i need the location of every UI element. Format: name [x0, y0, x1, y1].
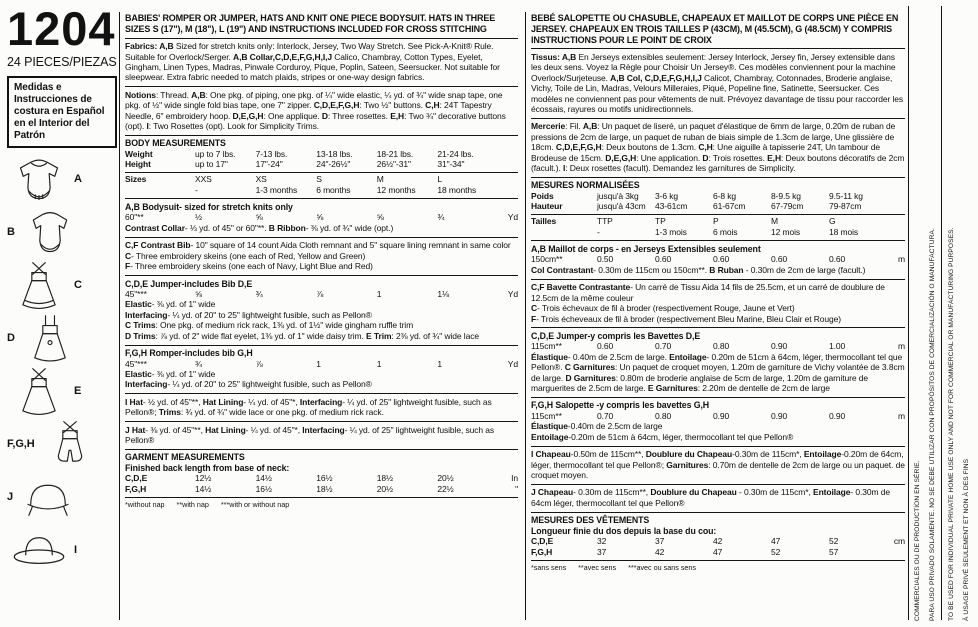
garment-measurements-subheading: Finished back length from base of neck:: [125, 462, 290, 473]
table-row: 150cm** 0.50 0.60 0.60 0.60 0.60 m: [531, 254, 905, 265]
table-row: 115cm** 0.60 0.70 0.80 0.90 1.00 m: [531, 341, 905, 352]
english-column: [125, 13, 518, 514]
table-row: Sizes XXS XS S M L: [125, 172, 518, 185]
body-measurements-heading: BODY MEASUREMENTS: [125, 138, 226, 149]
cf-bib-line: F- Three embroidery skeins (one each of Navy, Light Blue and Red): [125, 261, 373, 272]
bonnet-j-illustration: [16, 478, 80, 518]
jumper-c-illustration: [7, 260, 71, 312]
divider-sidebar: [119, 12, 120, 620]
fabrics-text: Fabrics: A,B Sized for stretch knits only: Interlock, Jersey, Two Way Stretch. See Pick-A-Knit® Rule. Suitable for Overlock/Serger. A,B Collar,C,D,E,F,G,H,I,J Calico, Chambray, Cotton Types, Eyelet, Gingham, Linen Types, Madras, Pinwale Corduroy, Pique, Poplin, Sateen, Seersucker. Not suitable for sleepwear. Extra fabric needed to match plaids, stripes or one-way design fabrics.: [125, 41, 500, 83]
footnote-french: *sans sens **avec sens ***avec ou sans sens: [531, 560, 905, 573]
section-mesures-vetements: [531, 512, 905, 577]
j-hat-text: J Hat- ⅜ yd. of 45"**, Hat Lining- ¼ yd. of 45"*, Interfacing- ¼ yd. of 25" lightweight fusible, such as Pellon®: [125, 424, 495, 445]
garment-fgh: [7, 418, 117, 471]
ab-maillot-heading: A,B Maillot de corps - en Jerseys Extensibles seulement: [531, 243, 761, 254]
fgh-line: Interfacing- ¼ yd. of 20" to 25" lightweight fusible, such as Pellon®: [125, 379, 372, 390]
jumper-e-illustration: [7, 366, 71, 418]
garment-c: [7, 259, 117, 312]
edge-strip-line: À USAGE PRIVÉ SEULEMENT ET NON À DES FINS: [962, 458, 970, 621]
section-mercerie: [531, 118, 905, 177]
french-column: [531, 13, 905, 577]
hat-i-illustration: [7, 532, 71, 570]
garment-i-label: I: [74, 544, 77, 557]
table-row: F,G,H 14½ 16½ 18½ 20½ 22½ ": [125, 483, 518, 494]
cf-bib-line: C,F Contrast Bib- 10" square of 14 count Aida Cloth remnant and 5" square lining remnant in same color: [125, 240, 511, 251]
garment-c-label: C: [74, 279, 82, 292]
table-row: F,G,H 37 42 47 52 57: [531, 546, 839, 557]
garment-b-label: B: [7, 226, 15, 239]
section-tissus: [531, 48, 905, 117]
cf-bavette-line: C- Trois échevaux de fil à broder (respectivement Rouge, Jaune et Vert): [531, 303, 795, 314]
i-hat-text: I Hat- ½ yd. of 45"**, Hat Lining- ¼ yd. of 45"*, Interfacing- ¼ yd. of 25" lightweight fusible, such as Pellon®; Trims: ¾ yd. of ¾" wide lace or one pkg. of medium rick rack.: [125, 396, 492, 418]
garment-i: [7, 524, 117, 577]
bodysuit-b-illustration: [18, 208, 82, 258]
table-row: - 1-3 months 6 months 12 months 18 months: [195, 184, 477, 195]
table-row: C,D,E 12½ 14½ 16½ 18½ 20½ In: [125, 473, 518, 484]
garment-b: [7, 206, 117, 259]
sidebar: [7, 4, 117, 577]
cde-line: Elastic- ⅜ yd. of 1" wide: [125, 299, 216, 310]
section-j-chapeau: [531, 484, 905, 512]
table-row: Tailles TTP TP P M G: [531, 214, 905, 227]
notions-text: Notions: Thread. A,B: One pkg. of piping, one pkg. of ¼" wide elastic, ¼ yd. of ¾" wide snap tape, one pkg. of ½" wide single fold bias tape, one 7" zipper. C,D,E,F,G,H: Two ½" buttons. C,H: 24T Tapestry Needle, 6" embroidery hoop. D,E,G,H: One applique. D: Three rosettes. E,H: Two ¾" decorative buttons (opt). I: Two Rosettes (opt). Look for Simplicity Trims.: [125, 89, 506, 131]
edge-strip-inner: [911, 9, 941, 621]
section-fabrics: [125, 38, 518, 87]
section-cf-bib: [125, 237, 518, 275]
table-row: 45"*** ⅝ ¾ ⅞ 1 1⅛ Yd: [125, 289, 518, 299]
garment-e-label: E: [74, 385, 82, 398]
fgh-line: Elastic- ⅜ yd. of 1" wide: [125, 368, 216, 379]
garment-d: [7, 312, 117, 365]
section-cf-bavette: [531, 279, 905, 328]
section-fgh-romper: [125, 345, 518, 394]
mesures-vetements-heading: MESURES DES VÊTEMENTS: [531, 515, 650, 526]
cf-bavette-line: F- Trois écheveaux de fil à broder (respectivement Bleu Marine, Bleu Clair et Rouge): [531, 313, 842, 324]
i-chapeau-text: I Chapeau-0.50m de 115cm**, Doublure du Chapeau-0.30m de 115cm*, Entoilage-0.20m de 64cm, léger, thermocollant tel que Pellon®; Garnitures: 0.70m de dentelle de 2cm de large ou un paquet. de croquet moyen.: [531, 449, 905, 480]
romper-fgh-illustration: [38, 419, 102, 471]
section-body-measurements: [125, 135, 518, 199]
cde-fr-text: Élastique- 0.40m de 2.5cm de large. Entoilage- 0.20m de 51cm à 64cm, léger, thermocollant tel que Pellon®. C Garnitures: Un paquet de croquet moyen, 1.20m de garniture de Vichy volantée de 3.8cm de large. D Garnitures: 0.80m de broderie anglaise de 5cm de large, 1.20m de garniture de marguerites de 2.5cm de large. E Garnitures: 2.20m de dentelle de 2cm de large: [531, 351, 905, 394]
garment-measurements-heading: GARMENT MEASUREMENTS: [125, 452, 245, 463]
section-ab-maillot: [531, 240, 905, 278]
jumper-d-illustration: [18, 313, 82, 365]
tissus-text: Tissus: A,B En Jerseys extensibles seulement: Jersey Interlock, Jersey fin, Jersey extensible dans les deux sens. Voyez la Règle pour Choisir Un Jersey®. Ces modèles conviennent pour la machine Overlock/Surjeteuse. A,B Col, C,D,E,F,G,H,I,J Calicot, Chambray, Cotonnades, Broderie anglaise, Vichy, Toile de Lin, Madras, Velours Milleraies, Piqué, Popeline fine, Satinette, Seersucker. Ces modèles ne conviennent pas pour vêtements de nuit. Prévoyez davantage de tissu pour raccorder les écossais, rayures ou motifs unidirectionnels.: [531, 51, 904, 114]
section-notions: [125, 86, 518, 135]
title-french: BEBÉ SALOPETTE OU CHASUBLE, CHAPEAUX ET MAILLOT DE CORPS UNE PIÈCE EN JERSEY. CHAPEAUX EN TROIS TAILLES P (43CM), M (45.5CM), G (48.5CM) Y COMPRIS INSTRUCTIONS POUR LE POINT DE CROIX: [531, 13, 899, 45]
pieces-count: 24 PIECES/PIEZAS: [7, 55, 117, 69]
garment-d-label: D: [7, 332, 15, 345]
garment-a: [7, 153, 117, 206]
mercerie-text: Mercerie: Fil. A,B: Un paquet de liseré, un paquet d'élastique de 6mm de large, 0.20m de ruban de pressions de 2cm de large, un paquet de ruban de biais simple de 1.3cm de large, Une glissière de 18cm. C,D,E,F,G,H: Deux boutons de 1.3cm. C,H: Une aiguille à tapisserie 24T, Un tambour de Brodeuse de 15cm. D,E,G,H: Une application. D: Trois rosettes. E,H: Deux boutons décoratifs de 2cm (facult.). I: Deux rosettes (facult). Demandez les garnitures de Simplicity.: [531, 121, 905, 173]
section-fgh-salopette: [531, 397, 905, 446]
table-row: Hauteur jusqu'à 43cm 43-61cm 61-67cm 67-79cm 79-87cm: [531, 201, 862, 212]
cde-jumper-heading: C,D,E Jumper-includes Bib D,E: [125, 278, 253, 289]
bodysuit-a-illustration: [7, 155, 71, 205]
table-row: Weight up to 7 lbs. 7-13 lbs. 13-18 lbs. 18-21 lbs. 21-24 lbs.: [125, 148, 474, 159]
fgh-romper-heading: F,G,H Romper-includes bib G,H: [125, 348, 253, 359]
ab-bodysuit-heading: A,B Bodysuit- sized for stretch knits only: [125, 201, 293, 212]
mesures-normalisees-heading: MESURES NORMALISÉES: [531, 180, 640, 191]
garment-illustrations: [7, 153, 117, 577]
cf-bavette-line: C,F Bavette Contrastante- Un carré de Tissu Aida 14 fils de 25.5cm, et un carré de doublure de 12.5cm de la même couleur: [531, 282, 885, 303]
mesures-vetements-subheading: Longueur finie du dos depuis la base du cou:: [531, 525, 717, 536]
footnote-english: *without nap **with nap ***with or without nap: [125, 497, 518, 510]
edge-strip-line: TO BE USED FOR INDIVIDUAL PRIVATE HOME USE ONLY AND NOT FOR COMMERCIAL OR MANUFACTURING PURPOSES.: [948, 227, 955, 621]
fgh-fr-line: Entoilage-0.20m de 51cm à 64cm, léger, thermocollant tel que Pellon®: [531, 431, 794, 442]
contrast-collar-note: Contrast Collar- ⅓ yd. of 45" or 60"**. B Ribbon- ⅜ yd. of ¾" wide (opt.): [125, 222, 394, 233]
table-row: C,D,E 32 37 42 47 52 cm: [531, 536, 905, 547]
divider-strip-inner: [908, 6, 909, 620]
table-row: - 1-3 mois 6 mois 12 mois 18 mois: [597, 226, 859, 237]
table-row: Height up to 17" 17"-24" 24"-26½" 26½"-31" 31"-34": [125, 159, 465, 170]
table-row: Poids jusqu'à 3kg 3-6 kg 6-8 kg 8-9.5 kg 9.5-11 kg: [531, 190, 863, 201]
fgh-fr-line: Élastique-0.40m de 2.5cm de large: [531, 421, 663, 432]
table-row: 45"*** ¾ ⅞ 1 1 1 Yd: [125, 358, 518, 369]
garment-a-label: A: [74, 173, 82, 186]
spanish-note-box: Medidas e Instrucciones de costura en Español en el Interior del Patrón: [7, 76, 117, 148]
section-i-chapeau: [531, 446, 905, 484]
cde-jumper-fr-heading: C,D,E Jumper-y compris les Bavettes D,E: [531, 330, 701, 341]
edge-strip-line: PARA USO PRIVADO SOLAMENTE. NO SE DEBE UTILIZAR CON PROPÓSITOS DE COMERCIALIZACIÓN O MANUFACTURA.: [928, 228, 936, 621]
col-contrastant-note: Col Contrastant- 0.30m de 115cm ou 150cm**. B Ruban - 0.30m de 2cm de large (facult.): [531, 264, 866, 275]
section-j-hat: [125, 421, 518, 449]
section-i-hat: [125, 393, 518, 421]
table-row: 60"** ½ ⅝ ⅝ ⅝ ¾ Yd: [125, 212, 518, 223]
section-cde-jumper-fr: [531, 327, 905, 397]
divider-columns: [525, 12, 526, 620]
cde-line: Interfacing- ¼ yd. of 20" to 25" lightweight fusible, such as Pellon®: [125, 309, 372, 320]
section-cde-jumper: [125, 275, 518, 345]
edge-strip-line: COMMERCIALES OU DE PRODUCTION EN SÉRIE.: [914, 460, 921, 621]
title-english: BABIES' ROMPER OR JUMPER, HATS AND KNIT ONE PIECE BODYSUIT. HATS IN THREE SIZES S (17"), M (18"), L (19") AND INSTRUCTIONS INCLUDED FOR CROSS STITCHING: [125, 13, 496, 34]
section-garment-measurements: [125, 449, 518, 514]
edge-strip-outer: [945, 9, 975, 621]
garment-j-label: J: [7, 491, 14, 504]
cde-line: D Trims: ⅞ yd. of 2" wide flat eyelet, 1⅜ yd. of 1" wide daisy trim. E Trim: 2⅜ yd. of ¾" wide lace: [125, 330, 479, 341]
garment-fgh-label: F,G,H: [7, 438, 35, 451]
garment-e: [7, 365, 117, 418]
garment-j: [7, 471, 117, 524]
pattern-number: 1204: [7, 2, 116, 55]
divider-strip-outer: [941, 6, 942, 620]
fgh-salopette-heading: F,G,H Salopette -y compris les bavettes G,H: [531, 400, 710, 411]
j-chapeau-text: J Chapeau- 0.30m de 115cm**, Doublure du Chapeau - 0.30m de 115cm*, Entoilage- 0.30m de 64cm léger, thermocollant tel que Pellon®: [531, 487, 891, 508]
cf-bib-line: C- Three embroidery skeins (one each of Red, Yellow and Green): [125, 250, 366, 261]
cde-line: C Trims: One pkg. of medium rick rack, 1⅜ yd. of 1½" wide gingham ruffle trim: [125, 320, 414, 331]
section-mesures-normalisees: [531, 177, 905, 241]
section-ab-bodysuit: [125, 198, 518, 236]
table-row: 115cm** 0.70 0.80 0.90 0.90 0.90 m: [531, 410, 905, 421]
